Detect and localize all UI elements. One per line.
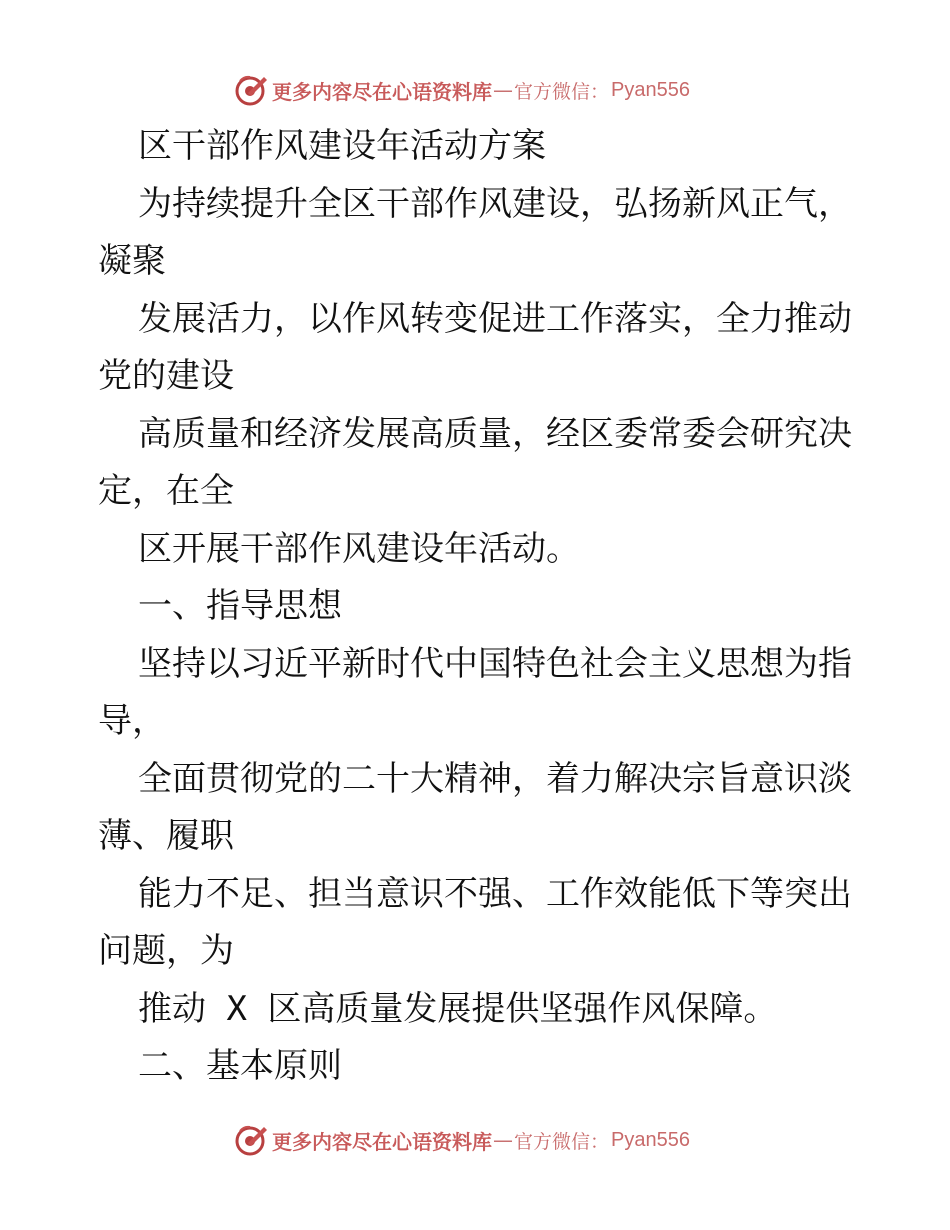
paragraph-line: 党的建设 <box>98 356 234 396</box>
banner-dash: — <box>493 78 513 102</box>
header-watermark-banner <box>234 72 714 108</box>
banner-dash: — <box>493 1128 513 1152</box>
paragraph-line: 为持续提升全区干部作风建设，弘扬新风正气， <box>138 183 852 224</box>
paragraph-line: 发展活力，以作风转变促进工作落实，全力推动 <box>138 298 852 339</box>
banner-wechat-label: 官方微信： <box>514 1130 610 1153</box>
banner-wechat-id: Pyan556 <box>611 1128 690 1151</box>
banner-slogan: 更多内容尽在心语资料库 <box>272 79 492 104</box>
section-heading: 一、指导思想 <box>138 586 342 626</box>
paragraph-line: 定，在全 <box>98 471 234 511</box>
document-title: 区干部作风建设年活动方案 <box>138 126 546 166</box>
paragraph-line: 问题，为 <box>98 931 234 971</box>
document-body <box>98 118 858 1096</box>
paragraph-line: 高质量和经济发展高质量，经区委常委会研究决 <box>138 413 852 454</box>
banner-slogan: 更多内容尽在心语资料库 <box>272 1129 492 1154</box>
pen-logo-icon <box>234 1123 268 1157</box>
paragraph-line: 凝聚 <box>98 241 166 281</box>
pen-logo-icon <box>234 73 268 107</box>
paragraph-line: 区开展干部作风建设年活动。 <box>138 528 580 569</box>
banner-wechat-id: Pyan556 <box>611 78 690 101</box>
paragraph-line: 薄、履职 <box>98 816 234 856</box>
section-heading: 二、基本原则 <box>138 1046 342 1086</box>
paragraph-line: 能力不足、担当意识不强、工作效能低下等突出 <box>138 873 852 914</box>
paragraph-line: 坚持以习近平新时代中国特色社会主义思想为指 <box>138 643 852 684</box>
banner-wechat-label: 官方微信： <box>514 80 610 103</box>
paragraph-line: 导， <box>98 701 166 741</box>
paragraph-line: 全面贯彻党的二十大精神，着力解决宗旨意识淡 <box>138 758 852 799</box>
footer-watermark-banner <box>234 1122 714 1158</box>
paragraph-line: 推动 X 区高质量发展提供坚强作风保障。 <box>138 988 778 1029</box>
